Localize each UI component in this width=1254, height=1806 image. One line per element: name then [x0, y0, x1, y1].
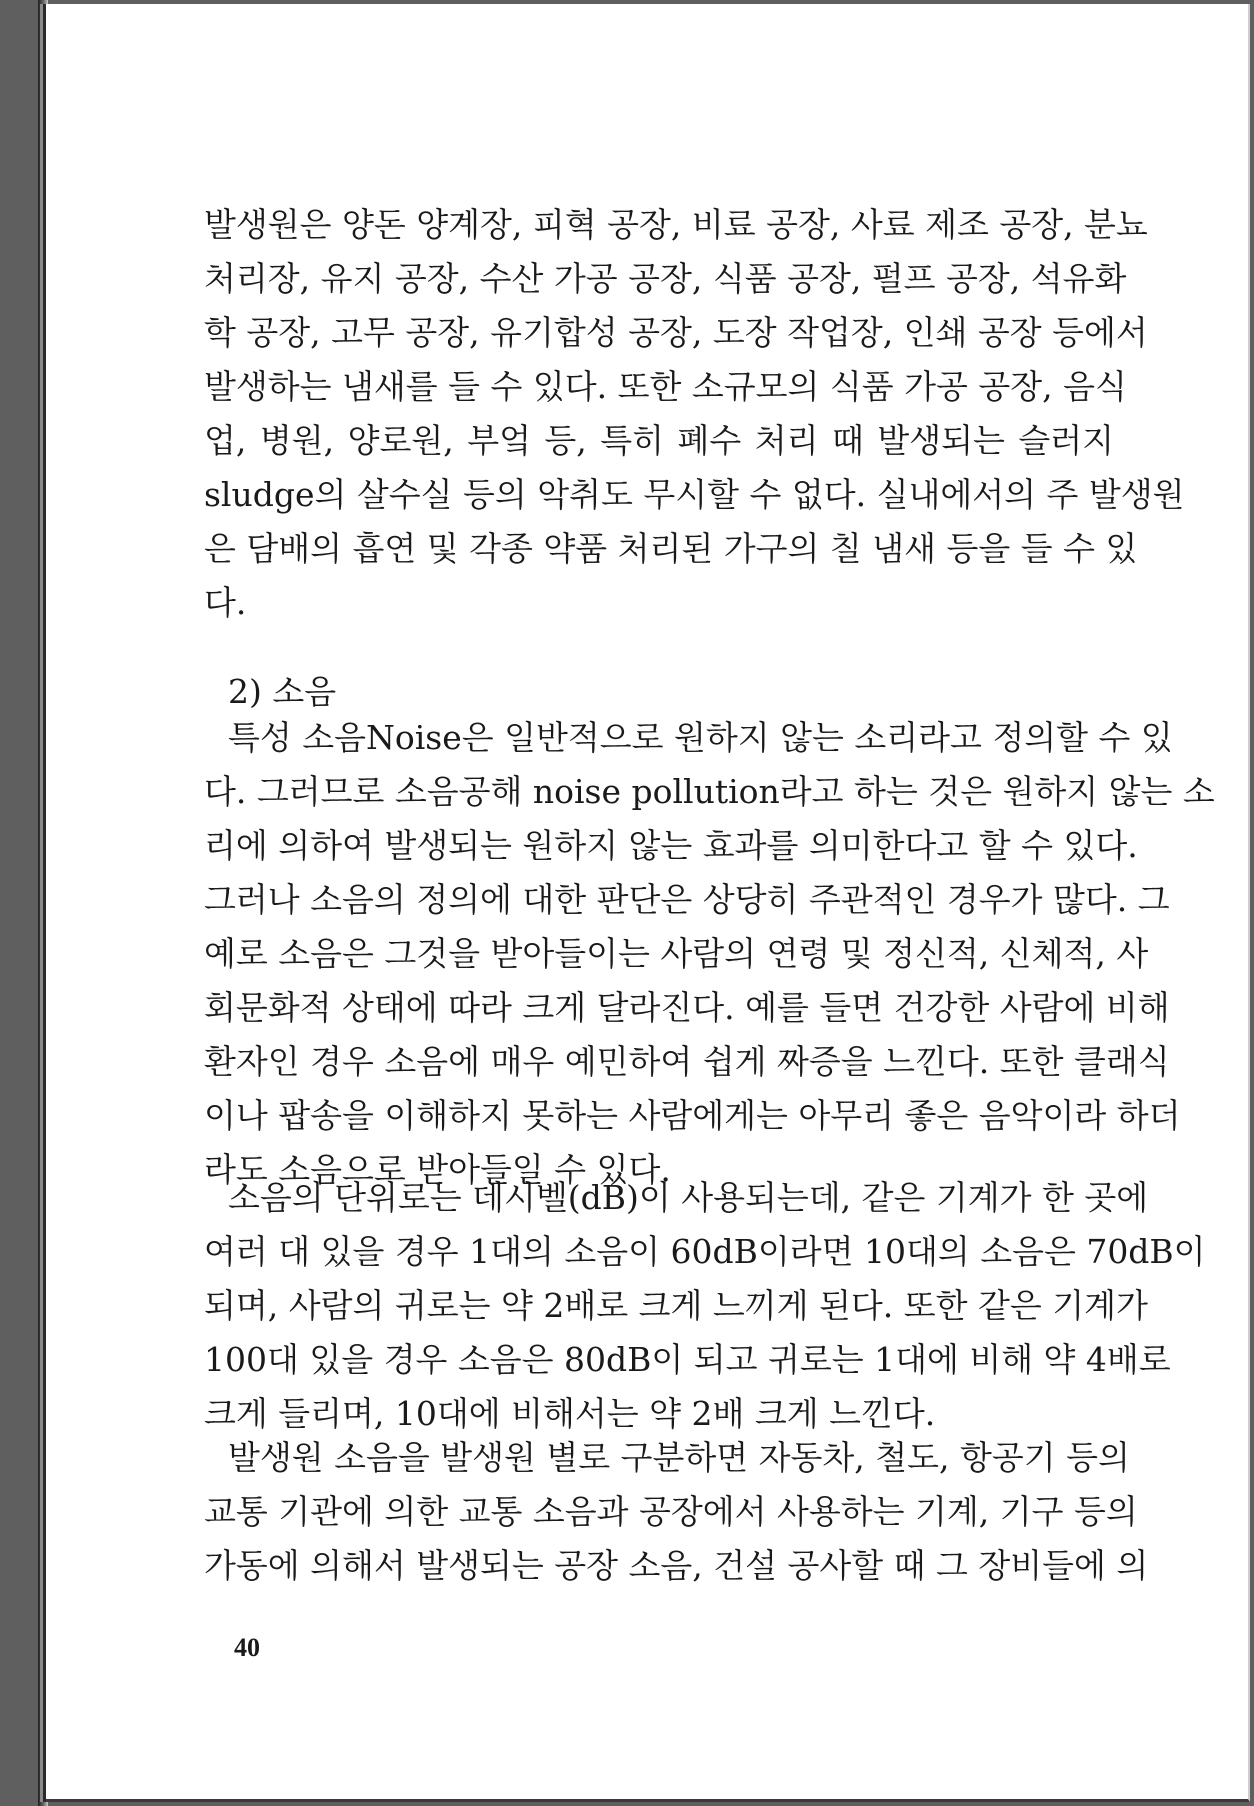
- text-line: 예로 소음은 그것을 받아들이는 사람의 연령 및 정신적, 신체적, 사: [204, 934, 1149, 973]
- page-number: 40: [234, 1633, 260, 1662]
- text-line: 다. 그러므로 소음공해 noise pollution라고 하는 것은 원하지 않는 소: [204, 772, 1215, 811]
- text-line: 교통 기관에 의한 교통 소음과 공장에서 사용하는 기계, 기구 등의: [204, 1492, 1138, 1531]
- text-line: 업, 병원, 양로원, 부엌 등, 특히 폐수 처리 때 발생되는 슬러지: [204, 421, 1114, 460]
- text-line: 리에 의하여 발생되는 원하지 않는 효과를 의미한다고 할 수 있다.: [204, 826, 1138, 865]
- text-line: 처리장, 유지 공장, 수산 가공 공장, 식품 공장, 펄프 공장, 석유화: [204, 259, 1127, 298]
- text-line: sludge의 살수실 등의 악취도 무시할 수 없다. 실내에서의 주 발생원: [204, 475, 1185, 514]
- text-line: 은 담배의 흡연 및 각종 약품 처리된 가구의 칠 냄새 등을 들 수 있: [204, 529, 1138, 568]
- section-heading: 2) 소음: [228, 672, 337, 711]
- text-line: 발생원 소음을 발생원 별로 구분하면 자동차, 철도, 항공기 등의: [228, 1438, 1130, 1477]
- text-line: 이나 팝송을 이해하지 못하는 사람에게는 아무리 좋은 음악이라 하더: [204, 1096, 1181, 1135]
- text-line: 발생하는 냄새를 들 수 있다. 또한 소규모의 식품 가공 공장, 음식: [204, 367, 1127, 406]
- text-line: 학 공장, 고무 공장, 유기합성 공장, 도장 작업장, 인쇄 공장 등에서: [204, 313, 1148, 352]
- paragraph-noise-units: [204, 1171, 1206, 1441]
- text-line: 환자인 경우 소음에 매우 예민하여 쉽게 짜증을 느낀다. 또한 클래식: [204, 1042, 1170, 1081]
- text-line: 발생원은 양돈 양계장, 피혁 공장, 비료 공장, 사료 제조 공장, 분뇨: [204, 205, 1148, 244]
- paragraph-noise-sources: [204, 1431, 1149, 1593]
- text-line: 특성 소음Noise은 일반적으로 원하지 않는 소리라고 정의할 수 있: [228, 718, 1173, 757]
- text-line: 크게 들리며, 10대에 비해서는 약 2배 크게 느낀다.: [204, 1394, 936, 1433]
- paragraph-noise-definition: [204, 711, 1215, 1197]
- text-line: 회문화적 상태에 따라 크게 달라진다. 예를 들면 건강한 사람에 비해: [204, 988, 1170, 1027]
- text-line: 소음의 단위로는 데시벨(dB)이 사용되는데, 같은 기계가 한 곳에: [228, 1178, 1149, 1217]
- text-line: 다.: [204, 583, 247, 622]
- text-line: 100대 있을 경우 소음은 80dB이 되고 귀로는 1대에 비해 약 4배로: [204, 1340, 1171, 1379]
- text-line: 그러나 소음의 정의에 대한 판단은 상당히 주관적인 경우가 많다. 그: [204, 880, 1170, 919]
- paragraph-odor-sources: [204, 198, 1185, 630]
- text-line: 여러 대 있을 경우 1대의 소음이 60dB이라면 10대의 소음은 70dB이: [204, 1232, 1206, 1271]
- text-line: 라도 소음으로 받아들일 수 있다.: [204, 1150, 671, 1189]
- text-line: 가동에 의해서 발생되는 공장 소음, 건설 공사할 때 그 장비들에 의: [204, 1546, 1149, 1585]
- text-line: 되며, 사람의 귀로는 약 2배로 크게 느끼게 된다. 또한 같은 기계가: [204, 1286, 1148, 1325]
